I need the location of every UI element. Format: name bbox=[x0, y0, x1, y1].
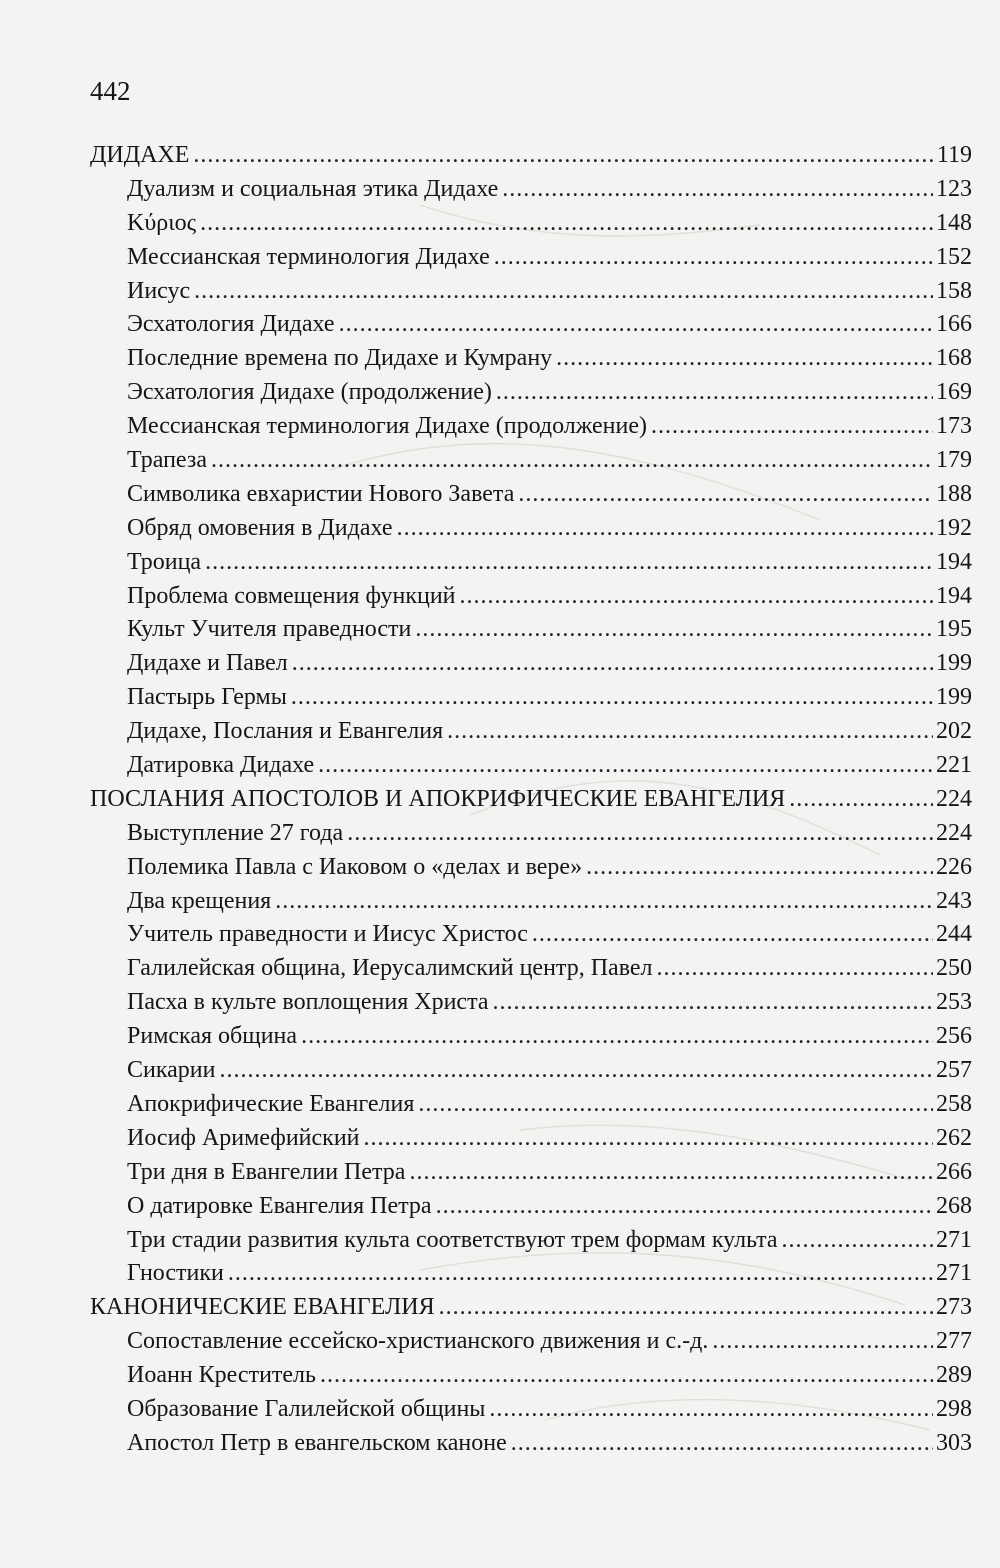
toc-entry-title: Пастырь Гермы bbox=[127, 684, 287, 711]
toc-entry-title: Полемика Павла с Иаковом о «делах и вере» bbox=[127, 853, 583, 880]
toc-entry-page-number: 194 bbox=[936, 582, 972, 609]
toc-entry-page-number: 148 bbox=[936, 209, 972, 236]
dot-leader bbox=[494, 241, 933, 275]
toc-entry-page-number: 244 bbox=[936, 921, 972, 948]
toc-entry-page-number: 194 bbox=[936, 548, 972, 575]
dot-leader bbox=[211, 444, 933, 478]
dot-leader bbox=[320, 1359, 933, 1393]
page-number: 442 bbox=[90, 76, 131, 106]
toc-entry-title: Апостол Петр в евангельском каноне bbox=[127, 1429, 507, 1456]
toc-entry-title: Иоанн Креститель bbox=[127, 1362, 316, 1389]
toc-entry-title: Римская община bbox=[127, 1023, 298, 1050]
toc-entry-page-number: 119 bbox=[936, 142, 972, 168]
toc-entry-page-number: 224 bbox=[936, 819, 972, 846]
dot-leader bbox=[364, 1122, 933, 1156]
dot-leader bbox=[397, 512, 933, 546]
toc-entry-title: Обряд омовения в Дидахе bbox=[127, 514, 393, 541]
toc-subsection-entry bbox=[90, 207, 972, 241]
toc-subsection-entry bbox=[90, 647, 972, 681]
toc-entry-title: Учитель праведности и Иисус Христос bbox=[127, 921, 528, 948]
toc-entry-page-number: 199 bbox=[936, 684, 972, 711]
toc-entry-page-number: 224 bbox=[936, 785, 972, 812]
toc-entry-page-number: 195 bbox=[936, 616, 972, 643]
toc-entry-page-number: 179 bbox=[936, 447, 972, 474]
toc-entry-title: Апокрифические Евангелия bbox=[127, 1090, 415, 1117]
toc-entry-title: Три стадии развития культа соответствуют трем формам культа bbox=[127, 1226, 778, 1253]
toc-entry-title: Дидахе и Павел bbox=[127, 650, 288, 677]
toc-subsection-entry bbox=[90, 173, 972, 207]
toc-subsection-entry bbox=[90, 512, 972, 546]
toc-entry-title: Три дня в Евангелии Петра bbox=[127, 1158, 406, 1185]
toc-entry-page-number: 199 bbox=[936, 650, 972, 677]
toc-entry-page-number: 226 bbox=[936, 853, 972, 880]
toc-entry-page-number: 268 bbox=[936, 1192, 972, 1219]
toc-entry-page-number: 289 bbox=[936, 1362, 972, 1389]
toc-entry-page-number: 166 bbox=[936, 311, 972, 338]
toc-entry-page-number: 192 bbox=[936, 514, 972, 541]
toc-entry-title: Пасха в культе воплощения Христа bbox=[127, 989, 489, 1016]
dot-leader bbox=[301, 1020, 933, 1054]
toc-entry-title: КАНОНИЧЕСКИЕ ЕВАНГЕЛИЯ bbox=[90, 1294, 435, 1321]
toc-subsection-entry bbox=[90, 275, 972, 309]
toc-subsection-entry bbox=[90, 1325, 972, 1359]
toc-subsection-entry bbox=[90, 1122, 972, 1156]
dot-leader bbox=[532, 918, 933, 952]
toc-entry-page-number: 258 bbox=[936, 1090, 972, 1117]
toc-entry-page-number: 277 bbox=[936, 1328, 972, 1355]
table-of-contents bbox=[90, 139, 972, 1461]
toc-entry-page-number: 243 bbox=[936, 887, 972, 914]
toc-entry-title: ДИДАХЕ bbox=[90, 142, 190, 168]
toc-entry-page-number: 202 bbox=[936, 718, 972, 745]
toc-entry-page-number: 169 bbox=[936, 379, 972, 406]
toc-entry-title: Троица bbox=[127, 548, 202, 575]
dot-leader bbox=[339, 308, 933, 342]
toc-entry-page-number: 257 bbox=[936, 1057, 972, 1084]
toc-entry-page-number: 298 bbox=[936, 1395, 972, 1422]
toc-entry-title: О датировке Евангелия Петра bbox=[127, 1192, 432, 1219]
toc-subsection-entry bbox=[90, 580, 972, 614]
dot-leader bbox=[418, 1088, 933, 1122]
dot-leader bbox=[275, 885, 933, 919]
toc-subsection-entry bbox=[90, 681, 972, 715]
toc-entry-page-number: 256 bbox=[936, 1023, 972, 1050]
toc-entry-title: Последние времена по Дидахе и Кумрану bbox=[127, 345, 553, 372]
toc-section-entry bbox=[90, 139, 972, 173]
dot-leader bbox=[511, 1427, 933, 1461]
dot-leader bbox=[657, 952, 933, 986]
toc-entry-page-number: 303 bbox=[936, 1429, 972, 1456]
dot-leader bbox=[220, 1054, 934, 1088]
dot-leader bbox=[409, 1156, 933, 1190]
toc-subsection-entry bbox=[90, 241, 972, 275]
dot-leader bbox=[436, 1190, 933, 1224]
toc-subsection-entry bbox=[90, 444, 972, 478]
toc-subsection-entry bbox=[90, 817, 972, 851]
toc-subsection-entry bbox=[90, 1020, 972, 1054]
toc-subsection-entry bbox=[90, 1190, 972, 1224]
toc-entry-page-number: 253 bbox=[936, 989, 972, 1016]
toc-entry-page-number: 158 bbox=[936, 277, 972, 304]
toc-subsection-entry bbox=[90, 410, 972, 444]
toc-subsection-entry bbox=[90, 1393, 972, 1427]
dot-leader bbox=[556, 342, 933, 376]
dot-leader bbox=[292, 647, 933, 681]
dot-leader bbox=[493, 986, 933, 1020]
toc-subsection-entry bbox=[90, 1257, 972, 1291]
toc-entry-page-number: 250 bbox=[936, 955, 972, 982]
dot-leader bbox=[502, 173, 933, 207]
dot-leader bbox=[789, 783, 933, 817]
toc-subsection-entry bbox=[90, 1088, 972, 1122]
dot-leader bbox=[460, 580, 933, 614]
toc-entry-title: Проблема совмещения функций bbox=[127, 582, 456, 609]
toc-entry-title: Иосиф Аримефийский bbox=[127, 1124, 360, 1151]
dot-leader bbox=[228, 1257, 933, 1291]
toc-entry-page-number: 188 bbox=[936, 480, 972, 507]
dot-leader bbox=[518, 478, 933, 512]
toc-entry-page-number: 271 bbox=[936, 1260, 972, 1287]
toc-subsection-entry bbox=[90, 851, 972, 885]
toc-subsection-entry bbox=[90, 308, 972, 342]
dot-leader bbox=[347, 817, 933, 851]
toc-entry-title: Дидахе, Послания и Евангелия bbox=[127, 718, 444, 745]
dot-leader bbox=[193, 139, 933, 173]
toc-subsection-entry bbox=[90, 749, 972, 783]
dot-leader bbox=[439, 1291, 933, 1325]
toc-entry-page-number: 271 bbox=[936, 1226, 972, 1253]
toc-subsection-entry bbox=[90, 986, 972, 1020]
dot-leader bbox=[782, 1224, 933, 1258]
dot-leader bbox=[415, 613, 933, 647]
toc-entry-title: Гностики bbox=[127, 1260, 224, 1287]
dot-leader bbox=[586, 851, 933, 885]
toc-section-entry bbox=[90, 1291, 972, 1325]
toc-entry-title: Образование Галилейской общины bbox=[127, 1395, 486, 1422]
toc-subsection-entry bbox=[90, 1054, 972, 1088]
toc-entry-page-number: 221 bbox=[936, 752, 972, 779]
toc-section-entry bbox=[90, 783, 972, 817]
dot-leader bbox=[291, 681, 933, 715]
toc-subsection-entry bbox=[90, 342, 972, 376]
toc-entry-title: Выступление 27 года bbox=[127, 819, 344, 846]
dot-leader bbox=[194, 275, 933, 309]
toc-entry-title: Κύριος bbox=[127, 209, 197, 236]
toc-entry-page-number: 266 bbox=[936, 1158, 972, 1185]
toc-entry-title: Сикарии bbox=[127, 1057, 216, 1084]
dot-leader bbox=[200, 207, 933, 241]
toc-subsection-entry bbox=[90, 715, 972, 749]
toc-entry-title: Культ Учителя праведности bbox=[127, 616, 412, 643]
toc-subsection-entry bbox=[90, 478, 972, 512]
toc-subsection-entry bbox=[90, 1359, 972, 1393]
toc-entry-page-number: 123 bbox=[936, 175, 972, 202]
toc-entry-page-number: 173 bbox=[936, 413, 972, 440]
toc-subsection-entry bbox=[90, 613, 972, 647]
toc-entry-page-number: 168 bbox=[936, 345, 972, 372]
toc-entry-title: Дуализм и социальная этика Дидахе bbox=[127, 175, 499, 202]
toc-entry-title: Два крещения bbox=[127, 887, 272, 914]
toc-subsection-entry bbox=[90, 885, 972, 919]
toc-entry-title: Галилейская община, Иерусалимский центр, Павел bbox=[127, 955, 653, 982]
dot-leader bbox=[651, 410, 933, 444]
toc-entry-title: Сопоставление ессейско-христианского движения и с.-д. bbox=[127, 1328, 709, 1355]
toc-entry-page-number: 273 bbox=[936, 1294, 972, 1321]
dot-leader bbox=[318, 749, 933, 783]
dot-leader bbox=[712, 1325, 933, 1359]
toc-entry-title: Иисус bbox=[127, 277, 191, 304]
toc-subsection-entry bbox=[90, 376, 972, 410]
dot-leader bbox=[205, 546, 933, 580]
toc-subsection-entry bbox=[90, 1156, 972, 1190]
toc-entry-page-number: 262 bbox=[936, 1124, 972, 1151]
toc-entry-title: Мессианская терминология Дидахе (продолжение) bbox=[127, 413, 647, 440]
toc-subsection-entry bbox=[90, 1224, 972, 1258]
dot-leader bbox=[496, 376, 933, 410]
toc-entry-title: Эсхатология Дидахе bbox=[127, 311, 335, 338]
toc-subsection-entry bbox=[90, 952, 972, 986]
toc-entry-title: Датировка Дидахе bbox=[127, 752, 315, 779]
toc-subsection-entry bbox=[90, 546, 972, 580]
toc-entry-title: ПОСЛАНИЯ АПОСТОЛОВ И АПОКРИФИЧЕСКИЕ ЕВАНГЕЛИЯ bbox=[90, 785, 786, 812]
toc-entry-title: Мессианская терминология Дидахе bbox=[127, 243, 490, 270]
toc-entry-title: Эсхатология Дидахе (продолжение) bbox=[127, 379, 492, 406]
toc-entry-page-number: 152 bbox=[936, 243, 972, 270]
dot-leader bbox=[489, 1393, 933, 1427]
toc-entry-title: Трапеза bbox=[127, 447, 208, 474]
toc-subsection-entry bbox=[90, 1427, 972, 1461]
dot-leader bbox=[447, 715, 933, 749]
toc-subsection-entry bbox=[90, 918, 972, 952]
toc-entry-title: Символика евхаристии Нового Завета bbox=[127, 480, 515, 507]
